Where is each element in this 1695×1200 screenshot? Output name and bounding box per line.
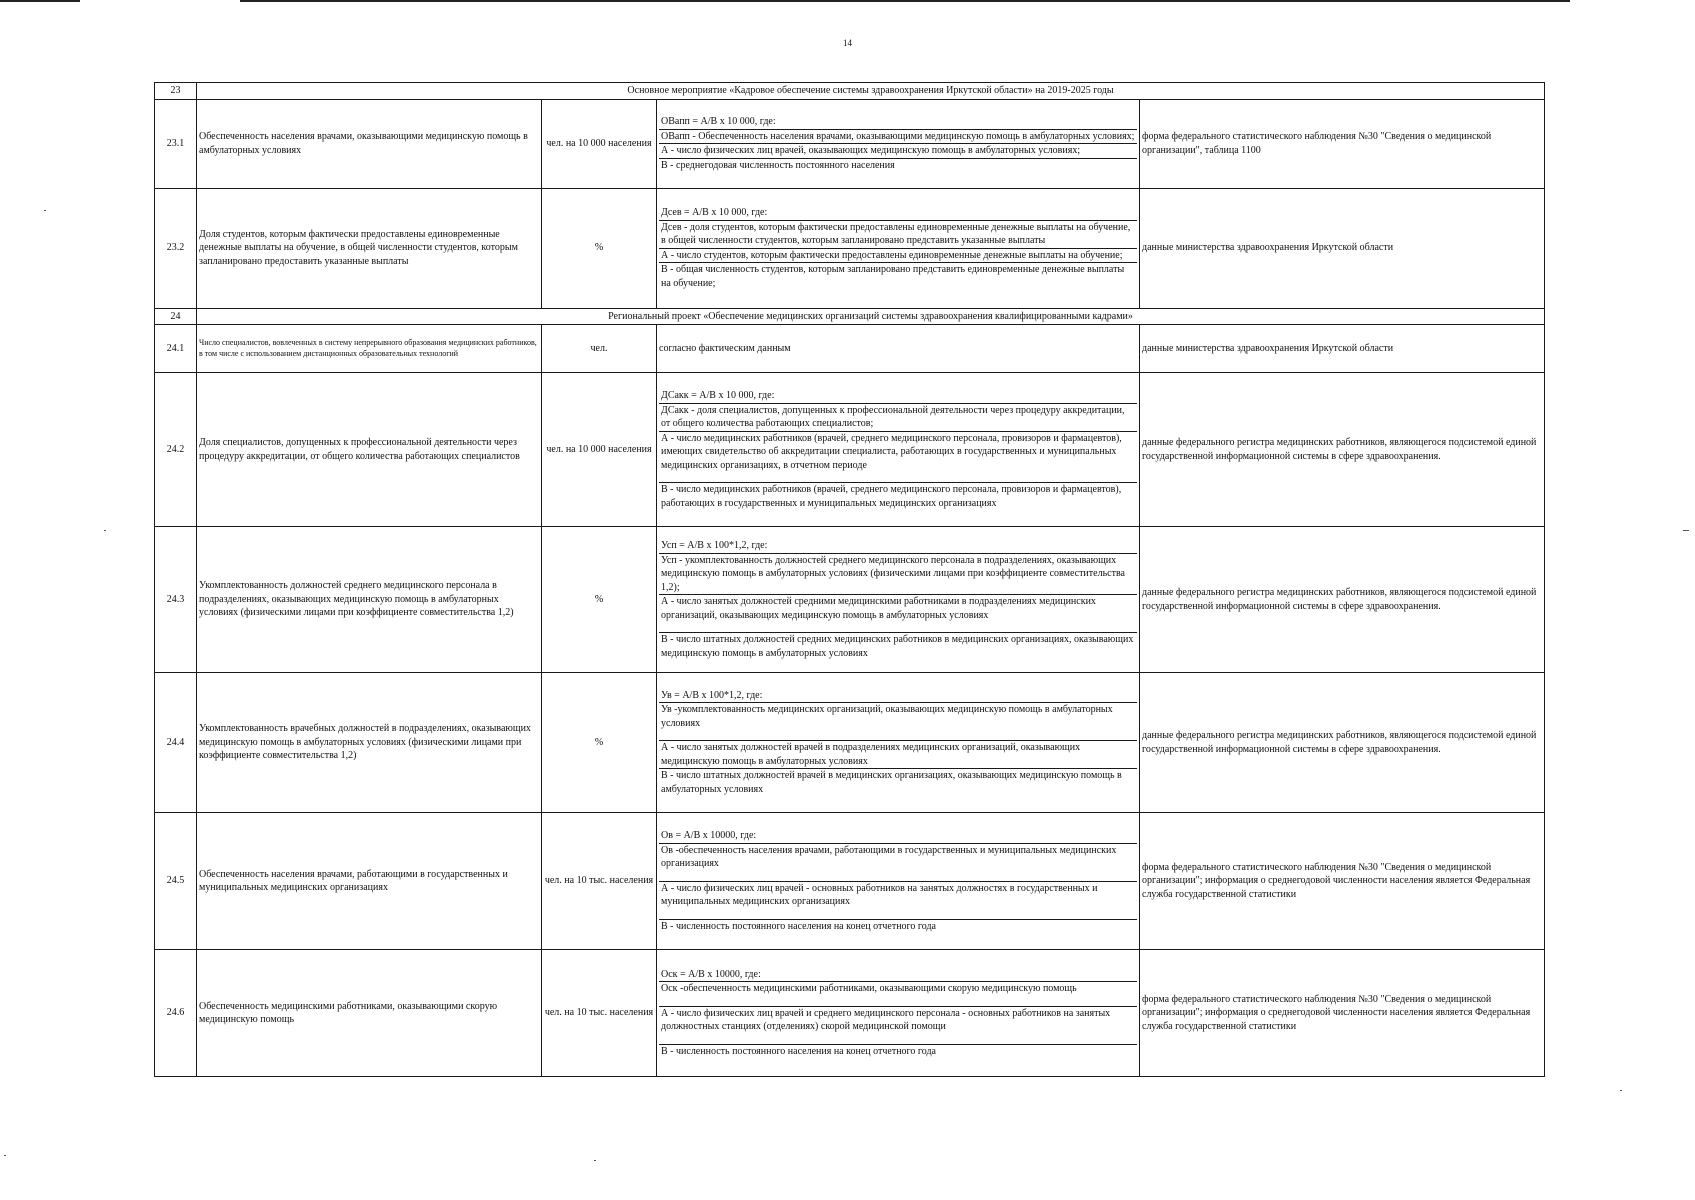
formula-line: Ов = А/В х 10000, где: bbox=[661, 830, 757, 841]
formula-line: А - число физических лиц врачей - основных работников на занятых должностях в государственных и муниципальных медицинских организациях bbox=[659, 881, 1137, 909]
formula-line: В - общая численность студентов, которым запланировано представить единовременные денежные выплаты на обучение; bbox=[659, 262, 1137, 290]
formula-line: Оск -обеспеченность медицинскими работниками, оказывающими скорую медицинскую помощь bbox=[659, 981, 1137, 996]
formula-line: ОВапп = А/В х 10 000, где: bbox=[661, 116, 776, 127]
indicator-name: Укомплектованность должностей среднего медицинского персонала в подразделениях, оказывающих медицинскую помощь в амбулаторных условиях (физическими лицами при коэффициенте совместительства 1,2) bbox=[197, 527, 542, 673]
table-row bbox=[155, 99, 1545, 188]
formula-line: В - среднегодовая численность постоянного населения bbox=[659, 158, 1137, 173]
section-title: Основное мероприятие «Кадровое обеспечение системы здравоохранения Иркутской области» на 2019-2025 годы bbox=[197, 83, 1545, 100]
row-number: 24.4 bbox=[155, 673, 197, 813]
formula-line: В - число медицинских работников (врачей, среднего медицинского персонала, провизоров и фармацевтов), работающих в государственных и муниципальных медицинских организациях bbox=[659, 482, 1137, 510]
formula-cell: согласно фактическим данным bbox=[657, 325, 1140, 373]
scan-edge-line bbox=[0, 0, 80, 2]
indicator-name: Доля специалистов, допущенных к профессиональной деятельности через процедуру аккредитации, от общего количества работающих специалистов bbox=[197, 373, 542, 527]
formula-line: В - число штатных должностей врачей в медицинских организациях, оказывающих медицинскую помощь в амбулаторных условиях bbox=[659, 768, 1137, 796]
formula-line: Усп = А/В х 100*1,2, где: bbox=[661, 540, 768, 551]
formula-line: А - число занятых должностей врачей в подразделениях медицинских организаций, оказывающих медицинскую помощь в амбулаторных условиях bbox=[659, 740, 1137, 768]
unit-cell: % bbox=[542, 527, 657, 673]
formula-line: Оск = А/В х 10000, где: bbox=[661, 968, 761, 980]
table-row bbox=[155, 373, 1545, 527]
row-number: 23.2 bbox=[155, 188, 197, 308]
scan-speck bbox=[104, 530, 106, 531]
unit-cell: чел. на 10 тыс. населения bbox=[542, 813, 657, 950]
table-row bbox=[155, 325, 1545, 373]
indicator-name: Обеспеченность населения врачами, работающими в государственных и муниципальных медицинских организациях bbox=[197, 813, 542, 950]
unit-cell: чел. на 10 000 населения bbox=[542, 373, 657, 527]
formula-cell bbox=[657, 188, 1140, 308]
formula-cell bbox=[657, 373, 1140, 527]
formula-line: В - число штатных должностей средних медицинских работников в медицинских организациях, оказывающих медицинскую помощь в амбулаторных условиях bbox=[659, 632, 1137, 660]
indicator-name: Число специалистов, вовлеченных в систему непрерывного образования медицинских работников, в том числе с использованием дистанционных образовательных технологий bbox=[197, 325, 542, 373]
data-source: данные федерального регистра медицинских работников, являющегося подсистемой единой государственной информационной системы в сфере здравоохранения. bbox=[1140, 373, 1545, 527]
formula-cell bbox=[657, 950, 1140, 1077]
table-row bbox=[155, 527, 1545, 673]
formula-line: А - число медицинских работников (врачей, среднего медицинского персонала, провизоров и фармацевтов), имеющих свидетельство об аккредитации специалиста, работающих в государственных и муниципальных медицинских организациях, в отчетном периоде bbox=[659, 431, 1137, 473]
scan-speck bbox=[594, 1160, 596, 1161]
formula-line: А - число занятых должностей средними медицинскими работниками в подразделениях медицинских организаций, оказывающих медицинскую помощь в амбулаторных условиях bbox=[659, 594, 1137, 622]
unit-cell: % bbox=[542, 673, 657, 813]
formula-line: Ув -укомплектованность медицинских организаций, оказывающих медицинскую помощь в амбулаторных условиях bbox=[659, 702, 1137, 730]
section-row bbox=[155, 308, 1545, 325]
row-number: 24.6 bbox=[155, 950, 197, 1077]
row-number: 24.2 bbox=[155, 373, 197, 527]
formula-cell bbox=[657, 527, 1140, 673]
table-row bbox=[155, 673, 1545, 813]
data-source: данные министерства здравоохранения Иркутской области bbox=[1140, 325, 1545, 373]
table-row bbox=[155, 188, 1545, 308]
indicator-name: Обеспеченность медицинскими работниками, оказывающими скорую медицинскую помощь bbox=[197, 950, 542, 1077]
section-title: Региональный проект «Обеспечение медицинских организаций системы здравоохранения квалифицированными кадрами» bbox=[197, 308, 1545, 325]
data-source: данные федерального регистра медицинских работников, являющегося подсистемой единой государственной информационной системы в сфере здравоохранения. bbox=[1140, 673, 1545, 813]
indicators-table bbox=[154, 82, 1545, 1077]
unit-cell: чел. на 10 000 населения bbox=[542, 99, 657, 188]
row-number: 24.5 bbox=[155, 813, 197, 950]
data-source: данные министерства здравоохранения Иркутской области bbox=[1140, 188, 1545, 308]
formula-line: Дсев - доля студентов, которым фактически предоставлены единовременные денежные выплаты на обучение, в общей численности студентов, которым запланировано представить указанные выплаты bbox=[659, 220, 1137, 248]
row-number: 23 bbox=[155, 83, 197, 100]
scan-speck bbox=[44, 210, 46, 211]
data-source: данные федерального регистра медицинских работников, являющегося подсистемой единой государственной информационной системы в сфере здравоохранения. bbox=[1140, 527, 1545, 673]
formula-line: А - число студентов, которым фактически предоставлены единовременные денежные выплаты на обучение; bbox=[659, 248, 1137, 263]
formula-cell bbox=[657, 99, 1140, 188]
section-row bbox=[155, 83, 1545, 100]
data-source: форма федерального статистического наблюдения №30 "Сведения о медицинской организации", таблица 1100 bbox=[1140, 99, 1545, 188]
formula-cell bbox=[657, 813, 1140, 950]
formula-line: ОВапп - Обеспеченность населения врачами, оказывающими медицинскую помощь в амбулаторных условиях; bbox=[659, 129, 1137, 144]
row-number: 24.1 bbox=[155, 325, 197, 373]
indicator-name: Обеспеченность населения врачами, оказывающими медицинскую помощь в амбулаторных условиях bbox=[197, 99, 542, 188]
formula-line: В - численность постоянного населения на конец отчетного года bbox=[659, 919, 1137, 934]
row-number: 24 bbox=[155, 308, 197, 325]
formula-line: Ув = А/В х 100*1,2, где: bbox=[661, 689, 763, 701]
formula-line: Дсев = А/В х 10 000, где: bbox=[661, 207, 768, 218]
data-source: форма федерального статистического наблюдения №30 "Сведения о медицинской организации"; информация о среднегодовой численности населения является Федеральная служба государственной статистики bbox=[1140, 950, 1545, 1077]
row-number: 24.3 bbox=[155, 527, 197, 673]
formula-line: ДСакк - доля специалистов, допущенных к профессиональной деятельности через процедуру аккредитации, от общего количества работающих специалистов; bbox=[659, 403, 1137, 431]
scan-speck bbox=[1683, 530, 1689, 531]
formula-line: Ов -обеспеченность населения врачами, работающими в государственных и муниципальных медицинских организациях bbox=[659, 843, 1137, 871]
formula-cell bbox=[657, 673, 1140, 813]
indicator-name: Укомплектованность врачебных должностей в подразделениях, оказывающих медицинскую помощь в амбулаторных условиях (физическими лицами при коэффициенте совместительства 1,2) bbox=[197, 673, 542, 813]
scan-edge-line bbox=[240, 0, 1570, 2]
formula-line: В - численность постоянного населения на конец отчетного года bbox=[659, 1044, 1137, 1059]
unit-cell: % bbox=[542, 188, 657, 308]
scan-speck bbox=[1620, 1090, 1622, 1091]
table-row bbox=[155, 950, 1545, 1077]
scan-speck bbox=[4, 1155, 6, 1156]
page-number: 14 bbox=[843, 38, 852, 48]
row-number: 23.1 bbox=[155, 99, 197, 188]
unit-cell: чел. на 10 тыс. населения bbox=[542, 950, 657, 1077]
formula-line: ДСакк = А/В х 10 000, где: bbox=[661, 390, 775, 401]
formula-line: А - число физических лиц врачей, оказывающих медицинскую помощь в амбулаторных условиях; bbox=[659, 143, 1137, 158]
table-row bbox=[155, 813, 1545, 950]
formula-line: А - число физических лиц врачей и среднего медицинского персонала - основных работников на занятых должностных станциях (отделениях) скорой медицинской помощи bbox=[659, 1006, 1137, 1034]
data-source: форма федерального статистического наблюдения №30 "Сведения о медицинской организации"; информация о среднегодовой численности населения является Федеральная служба государственной статистики bbox=[1140, 813, 1545, 950]
formula-line: Усп - укомплектованность должностей среднего медицинского персонала в подразделениях, оказывающих медицинскую помощь в амбулаторных условиях (физическими лицами при коэффициенте совместительства 1,2); bbox=[659, 553, 1137, 595]
indicator-name: Доля студентов, которым фактически предоставлены единовременные денежные выплаты на обучение, в общей численности студентов, которым запланировано предоставить указанные выплаты bbox=[197, 188, 542, 308]
unit-cell: чел. bbox=[542, 325, 657, 373]
